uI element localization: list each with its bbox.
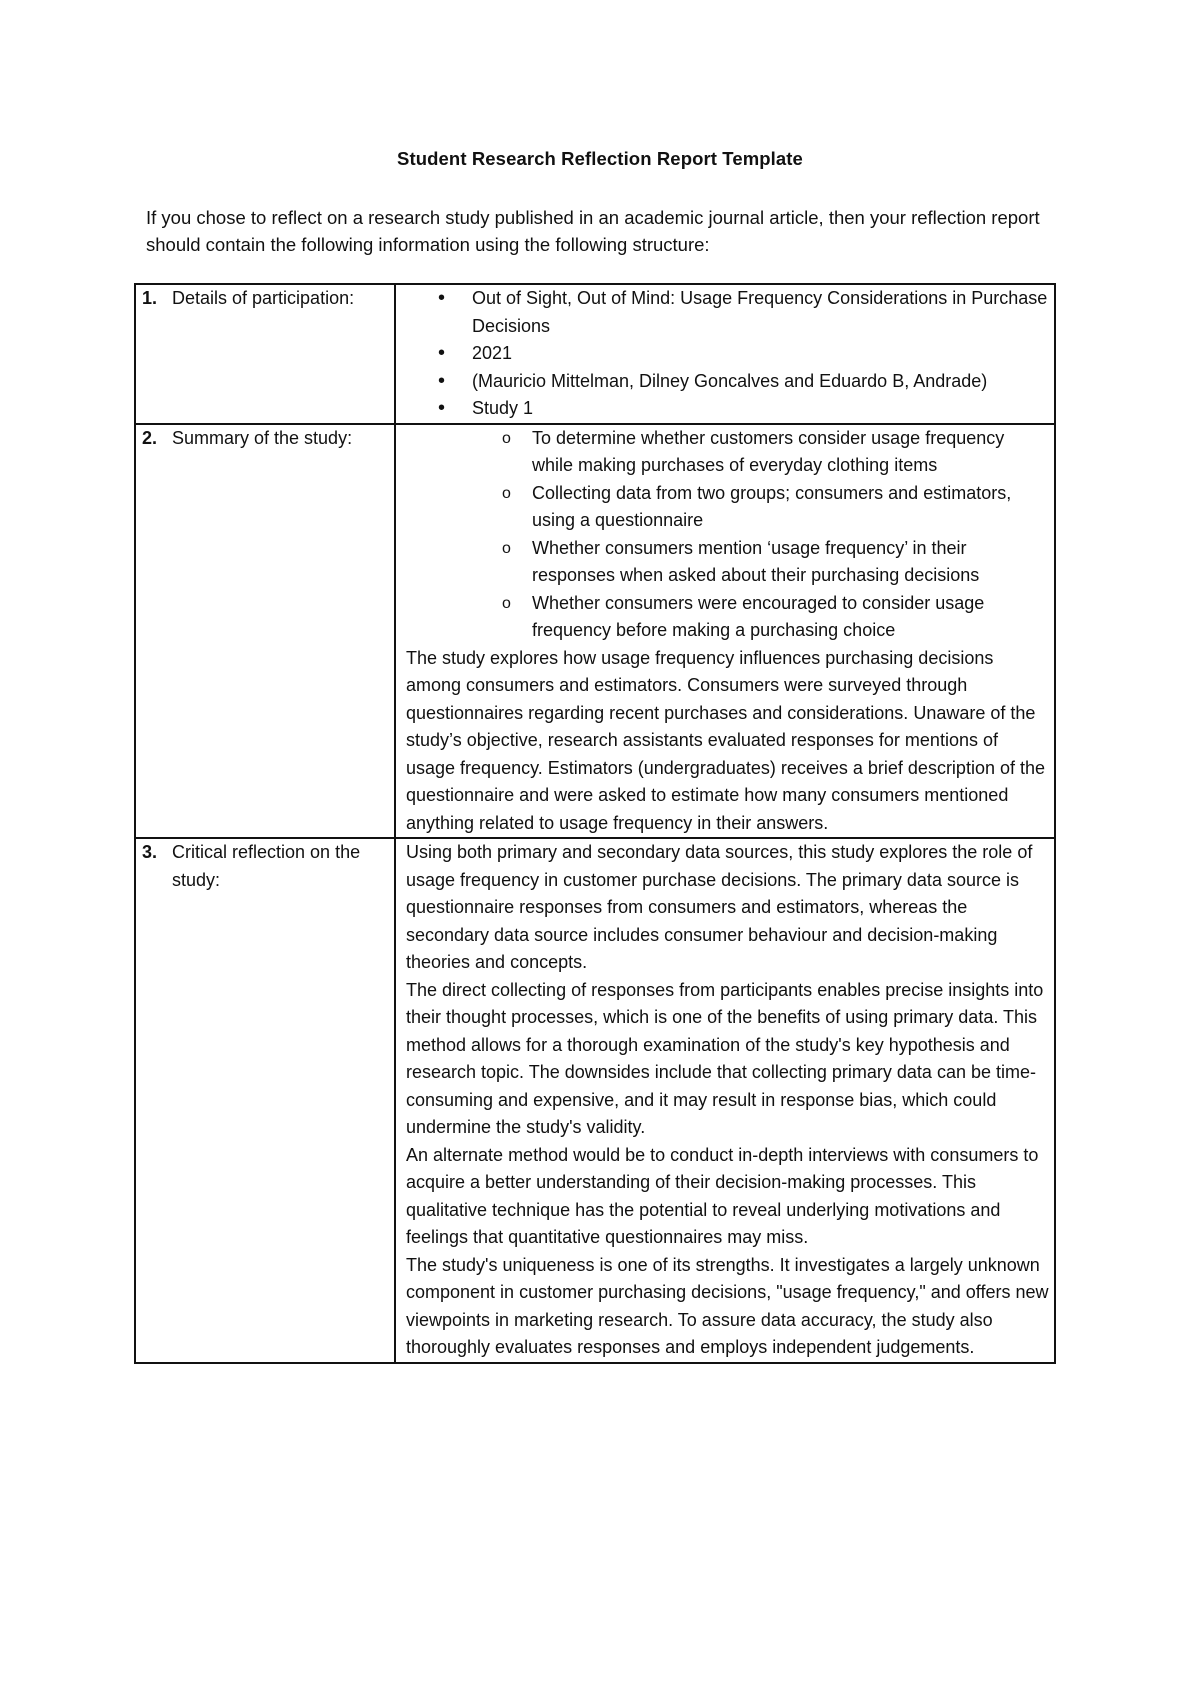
- list-item: o Collecting data from two groups; consumers and estimators, using a questionnaire: [532, 480, 1050, 535]
- reflection-paragraph: The direct collecting of responses from participants enables precise insights into their thought processes, which is one of the benefits of using primary data. This method allows for a thorough examination of the study's key hypothesis and research topic. The downsides include that collecting primary data can be time-consuming and expensive, and it may result in response bias, which could undermine the study's validity.: [406, 979, 1044, 1137]
- list-item: o Whether consumers were encouraged to consider usage frequency before making a purchasing choice: [532, 590, 1050, 645]
- sub-bullet-list: [406, 425, 1050, 645]
- intro-paragraph: If you chose to reflect on a research study published in an academic journal article, then your reflection report should contain the following information using the following structure:: [146, 207, 1040, 255]
- row-label: Summary of the study:: [172, 427, 353, 448]
- row-label-cell: [135, 424, 395, 839]
- row-label: Critical reflection on the study:: [172, 842, 361, 890]
- reflection-table: [134, 283, 1056, 1364]
- list-item: • Out of Sight, Out of Mind: Usage Frequency Considerations in Purchase Decisions: [472, 285, 1050, 340]
- reflection-paragraph: Using both primary and secondary data sources, this study explores the role of usage frequency in customer purchase decisions. The primary data source is questionnaire responses from consumers and estimators, whereas the secondary data source includes consumer behaviour and decision-making theories and concepts.: [406, 842, 1033, 972]
- row-content-cell: [395, 284, 1055, 424]
- row-number: 3.: [142, 842, 158, 862]
- reflection-paragraph: The study's uniqueness is one of its strengths. It investigates a largely unknown component in customer purchasing decisions, "usage frequency," and offers new viewpoints in marketing research. To assure data accuracy, the study also thoroughly evaluates responses and employs independent judgements.: [406, 1254, 1049, 1357]
- list-item: • 2021: [472, 340, 1050, 368]
- row-number: 2.: [142, 427, 158, 448]
- list-item: • Study 1: [472, 395, 1050, 423]
- row-label-cell: [135, 838, 395, 1363]
- list-item: o To determine whether customers consider usage frequency while making purchases of everyday clothing items: [532, 425, 1050, 480]
- reflection-paragraph: An alternate method would be to conduct in-depth interviews with consumers to acquire a better understanding of their decision-making processes. This qualitative technique has the potential to reveal underlying motivations and feelings that quantitative questionnaires may miss.: [406, 1144, 1039, 1247]
- row-content-cell: [395, 424, 1055, 839]
- row-content-cell: [395, 838, 1055, 1363]
- list-item: • (Mauricio Mittelman, Dilney Goncalves and Eduardo B, Andrade): [472, 368, 1050, 396]
- list-item: o Whether consumers mention ‘usage frequency’ in their responses when asked about their purchasing decisions: [532, 535, 1050, 590]
- table-row: [135, 284, 1055, 424]
- table-row: [135, 424, 1055, 839]
- document-title: Student Research Reflection Report Template: [397, 148, 803, 169]
- bullet-list: [406, 285, 1050, 423]
- row-label-cell: [135, 284, 395, 424]
- row-number: 1.: [142, 288, 158, 308]
- table-row: [135, 838, 1055, 1363]
- row-label: Details of participation:: [172, 288, 355, 308]
- summary-paragraph: The study explores how usage frequency influences purchasing decisions among consumers and estimators. Consumers were surveyed through questionnaires regarding recent purchases and considerations. Unaware of the study’s objective, research assistants evaluated responses for mentions of usage frequency. Estimators (undergraduates) receives a brief description of the questionnaire and were asked to estimate how many consumers mentioned anything related to usage frequency in their answers.: [406, 647, 1045, 833]
